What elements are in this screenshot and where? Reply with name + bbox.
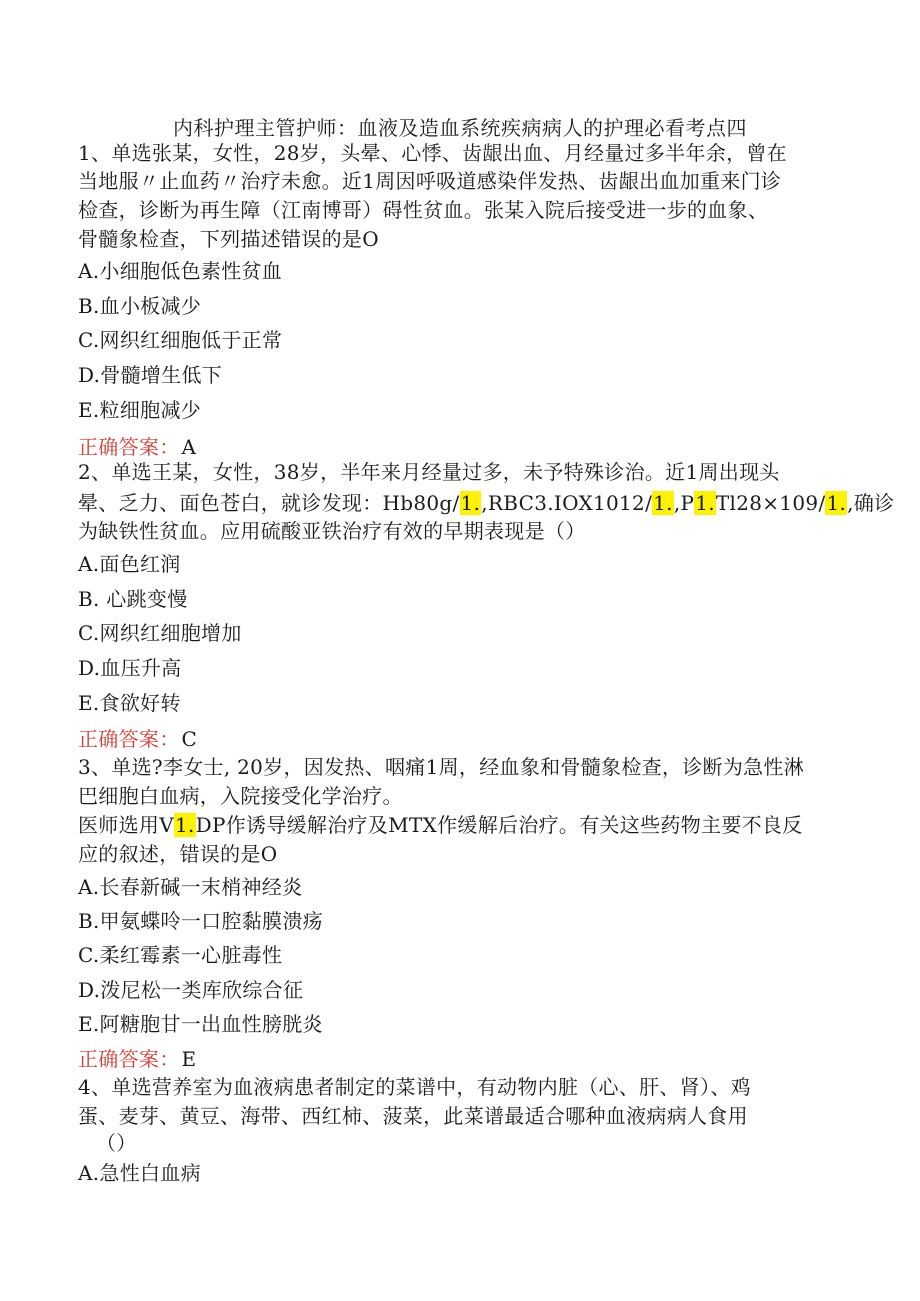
q2-option-b: B. 心跳变慢 bbox=[78, 587, 188, 611]
q1-stem-line-2: 当地服〃止血药〃治疗未愈。近1周因呼吸道感染伴发热、齿龈出血加重来门诊 bbox=[78, 169, 782, 193]
stem-text: DP作诱导缓解治疗及MTX作缓解后治疗。有关这些药物主要不良反 bbox=[195, 813, 803, 837]
q2-answer bbox=[78, 725, 197, 753]
stem-text: ,RBC3.IOX1012/ bbox=[481, 491, 653, 515]
stem-text: ,确诊 bbox=[847, 491, 895, 515]
q3-option-b: B.甲氨蝶呤一口腔黏膜溃疡 bbox=[78, 909, 323, 933]
q2-option-e: E.食欲好转 bbox=[78, 691, 181, 715]
q4-option-a: A.急性白血病 bbox=[78, 1161, 201, 1185]
highlight-mark: 1. bbox=[460, 491, 481, 515]
highlight-mark: 1. bbox=[174, 813, 195, 837]
q4-stem-line-1: 4、单选营养室为血液病患者制定的菜谱中，有动物内脏（心、肝、肾）、鸡 bbox=[78, 1075, 751, 1099]
q2-option-a: A.面色红润 bbox=[78, 552, 181, 576]
q4-stem-line-2: 蛋、麦芽、黄豆、海带、西红柿、菠菜，此菜谱最适合哪种血液病病人食用 bbox=[78, 1104, 748, 1128]
q1-option-e: E.粒细胞减少 bbox=[78, 398, 202, 422]
stem-text: ,P bbox=[673, 491, 695, 515]
q3-option-a: A.长春新碱一末梢神经炎 bbox=[78, 875, 303, 899]
q3-option-c: C.柔红霉素一心脏毒性 bbox=[78, 943, 283, 967]
answer-value: E bbox=[181, 1047, 197, 1071]
q2-stem-line-3: 为缺铁性贫血。应用硫酸亚铁治疗有效的早期表现是（） bbox=[78, 519, 586, 543]
q4-stem-line-3: （） bbox=[96, 1131, 137, 1155]
q3-answer bbox=[78, 1045, 196, 1073]
q1-stem-line-1: 1、单选张某，女性，28岁，头晕、心悸、齿龈出血、月经量过多半年余，曾在 bbox=[78, 141, 787, 165]
q1-option-c: C.网织红细胞低于正常 bbox=[78, 328, 283, 352]
q3-stem-line-3 bbox=[78, 811, 803, 839]
q3-option-e: E.阿糖胞甘一出血性膀胱炎 bbox=[78, 1012, 323, 1036]
q1-answer bbox=[78, 433, 196, 461]
q1-option-b: B.血小板减少 bbox=[78, 294, 202, 318]
q1-stem-line-3: 检查，诊断为再生障（江南博哥）碍性贫血。张某入院后接受进一步的血象、 bbox=[78, 198, 769, 222]
q3-option-d: D.泼尼松一类库欣综合征 bbox=[78, 978, 304, 1002]
q3-stem-line-2: 巴细胞白血病，入院接受化学治疗。 bbox=[78, 784, 403, 808]
q1-option-d: D.骨髓增生低下 bbox=[78, 363, 223, 387]
stem-text: Tl28×109/ bbox=[715, 491, 826, 515]
document-title: 内科护理主管护师：血液及造血系统疾病病人的护理必看考点四 bbox=[173, 116, 747, 140]
q2-option-c: C.网织红细胞增加 bbox=[78, 621, 242, 645]
answer-value: A bbox=[181, 435, 197, 459]
answer-label: 正确答案： bbox=[78, 1047, 180, 1071]
highlight-mark: 1. bbox=[695, 491, 715, 515]
stem-text: 医师选用V bbox=[78, 813, 174, 837]
q2-option-d: D.血压升高 bbox=[78, 656, 182, 680]
q1-stem-line-4: 骨髓象检查，下列描述错误的是O bbox=[78, 227, 379, 251]
q2-stem-line-2 bbox=[78, 489, 894, 517]
highlight-mark: 1. bbox=[653, 491, 673, 515]
answer-label: 正确答案： bbox=[78, 727, 180, 751]
q2-stem-line-1: 2、单选王某，女性，38岁，半年来月经量过多，未予特殊诊治。近1周出现头 bbox=[78, 460, 780, 484]
answer-label: 正确答案： bbox=[78, 435, 180, 459]
q1-option-a: A.小细胞低色素性贫血 bbox=[78, 259, 283, 283]
q3-stem-line-4: 应的叙述，错误的是O bbox=[78, 842, 278, 866]
highlight-mark: 1. bbox=[826, 491, 847, 515]
answer-value: C bbox=[181, 727, 198, 751]
stem-text: 晕、乏力、面色苍白，就诊发现：Hb80g/ bbox=[78, 491, 460, 515]
q3-stem-line-1: 3、单选?李女士, 20岁，因发热、咽痛1周，经血象和骨髓象检查，诊断为急性淋 bbox=[78, 755, 805, 779]
